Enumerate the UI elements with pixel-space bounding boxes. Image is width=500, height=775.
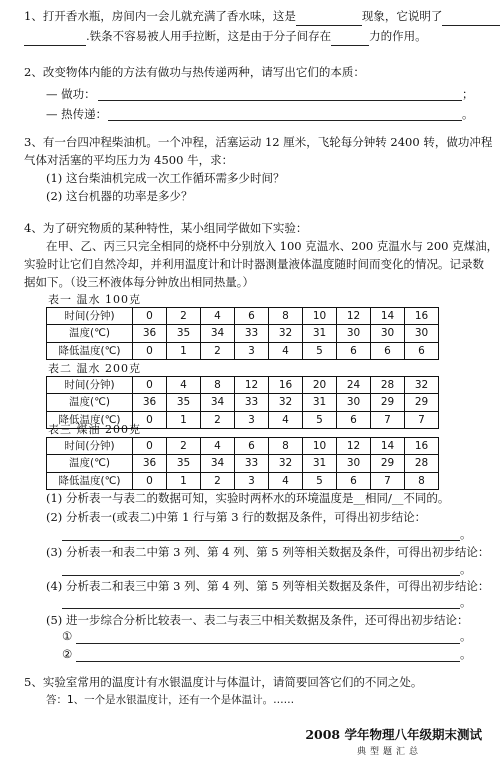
q4-analysis-4-period: 。 [460,595,472,609]
q1-text-d: 力的作用。 [369,29,427,43]
cell: 16 [269,377,303,394]
cell: 34 [201,455,235,472]
cell: 6 [337,472,371,489]
table3-caption: 表三 煤油 200克 [48,423,141,436]
cell: 2 [201,411,235,428]
q1-blank-4[interactable] [331,32,369,46]
cell: 30 [337,455,371,472]
cell: 10 [303,438,337,455]
cell: 12 [337,308,371,325]
cell: 7 [405,411,439,428]
cell: 6 [371,342,405,359]
q4-analysis-2-line[interactable] [62,540,460,541]
q4-analysis-5-circ2: ② [62,647,73,661]
cell: 33 [235,394,269,411]
table-row [47,438,439,455]
cell: 5 [303,472,337,489]
footer-subtitle: 典型题汇总 [356,747,422,757]
cell: 6 [235,308,269,325]
cell: 28 [371,377,405,394]
cell: 8 [269,308,303,325]
table1-caption: 表一 温水 100克 [48,293,141,306]
q2-end-period: 。 [462,107,474,121]
cell: 1 [167,342,201,359]
cell: 3 [235,472,269,489]
cell: 8 [405,472,439,489]
q4-analysis-5-period2: 。 [460,647,472,661]
table-row [47,308,439,325]
q1-blank-2[interactable] [442,12,500,26]
row-header: 温度(℃) [47,455,133,472]
table-row [47,394,439,411]
cell: 30 [337,325,371,342]
cell: 0 [133,342,167,359]
row-header: 温度(℃) [47,325,133,342]
q2-item-heat: — 热传递： [46,107,108,121]
cell: 4 [167,377,201,394]
cell: 2 [201,342,235,359]
table-row [47,377,439,394]
q2-stem: 2、改变物体内能的方法有做功与热传递两种，请写出它们的本质： [24,65,365,79]
q4-line1: 4、为了研究物质的某种特性，某小组同学做如下实验： [24,221,308,235]
q3-sub1: (1) 这台柴油机完成一次工作循环需多少时间？ [46,171,285,185]
cell: 36 [133,325,167,342]
cell: 4 [269,342,303,359]
table3 [46,437,439,490]
q3-line2: 气体对活塞的平均压力为 4500 牛，求： [24,153,234,167]
q4-line2: 在甲、乙、丙三只完全相同的烧杯中分别放入 100 克温水、200 克温水与 200 克煤油， [46,239,499,253]
q1-line1 [24,8,500,26]
q1-text-b: 现象，它说明了 [361,9,443,23]
cell: 14 [371,438,405,455]
table2-caption: 表二 温水 200克 [48,362,141,375]
cell: 1 [167,411,201,428]
cell: 8 [269,438,303,455]
cell: 36 [133,394,167,411]
cell: 3 [235,342,269,359]
cell: 20 [303,377,337,394]
q4-analysis-3: (3) 分析表一和表二中第 3 列、第 4 列、第 5 列等相关数据及条件，可得出初步结论： [46,545,490,559]
cell: 28 [405,455,439,472]
cell: 30 [337,394,371,411]
cell: 34 [201,325,235,342]
cell: 32 [269,455,303,472]
q4-analysis-5: (5) 进一步综合分析比较表一、表二与表三中相关数据及条件，还可得出初步结论： [46,613,469,627]
cell: 31 [303,455,337,472]
table-row [47,342,439,359]
cell: 10 [303,308,337,325]
cell: 4 [269,411,303,428]
cell: 24 [337,377,371,394]
q1-blank-3[interactable] [24,32,86,46]
cell: 16 [405,308,439,325]
cell: 3 [235,411,269,428]
cell: 0 [133,377,167,394]
cell: 5 [303,411,337,428]
q4-analysis-4-line[interactable] [62,608,460,609]
row-header: 温度(℃) [47,394,133,411]
cell: 8 [201,377,235,394]
cell: 6 [337,342,371,359]
q3-sub2: (2) 这台机器的功率是多少？ [46,189,193,203]
cell: 2 [201,472,235,489]
cell: 14 [371,308,405,325]
cell: 12 [337,438,371,455]
cell: 6 [405,342,439,359]
q4-analysis-1: (1) 分析表一与表二的数据可知，实验时两杯水的环境温度是__相同/__不同的。 [46,491,450,505]
cell: 4 [201,308,235,325]
q4-analysis-5-period1: 。 [460,629,472,643]
cell: 29 [405,394,439,411]
q1-text-a: 1、打开香水瓶，房间内一会儿就充满了香水味，这是 [24,9,296,23]
q4-analysis-5-circ1: ① [62,629,73,643]
cell: 29 [371,394,405,411]
q4-analysis-4: (4) 分析表二和表三中第 3 列、第 4 列、第 5 列等相关数据及条件，可得出初步结论： [46,579,490,593]
cell: 31 [303,394,337,411]
table-row [47,472,439,489]
cell: 32 [405,377,439,394]
cell: 7 [371,411,405,428]
cell: 32 [269,325,303,342]
footer-title: 2008 学年物理八年级期末测试 [305,727,482,742]
q5-answer: 答：1、一个是水银温度计，还有一个是体温计。…… [46,694,295,706]
q5-stem: 5、实验室常用的温度计有水银温度计与体温计，请简要回答它们的不同之处。 [24,675,423,689]
cell: 5 [303,342,337,359]
cell: 6 [337,411,371,428]
cell: 2 [167,438,201,455]
cell: 12 [235,377,269,394]
cell: 29 [371,455,405,472]
cell: 35 [167,455,201,472]
q3-line1: 3、有一台四冲程柴油机。一个冲程，活塞运动 12 厘米，飞轮每分钟转 2400 转，做功冲程 [24,135,493,149]
q1-line2 [24,28,427,46]
cell: 7 [371,472,405,489]
cell: 4 [269,472,303,489]
row-header: 降低温度(℃) [47,472,133,489]
cell: 2 [167,308,201,325]
cell: 6 [235,438,269,455]
cell: 1 [167,472,201,489]
row-header: 时间(分钟) [47,308,133,325]
q2-item-work: — 做功： [46,87,96,101]
cell: 0 [133,472,167,489]
cell: 16 [405,438,439,455]
q4-line3: 实验时让它们自然冷却，并利用温度计和计时器测量液体温度随时间而变化的情况。记录数 [24,257,484,271]
cell: 0 [133,438,167,455]
cell: 36 [133,455,167,472]
row-header: 降低温度(℃) [47,411,133,428]
q2-end-semicolon: ； [462,87,474,101]
row-header: 降低温度(℃) [47,342,133,359]
q4-analysis-5-line1[interactable] [76,643,460,644]
q1-blank-1[interactable] [296,12,362,26]
table1 [46,307,439,360]
q2-answer-line-2[interactable] [108,120,462,121]
q1-text-c: .铁条不容易被人用手拉断，这是由于分子间存在 [86,29,332,43]
cell: 33 [235,325,269,342]
cell: 33 [235,455,269,472]
cell: 34 [201,394,235,411]
cell: 0 [133,308,167,325]
cell: 30 [371,325,405,342]
cell: 35 [167,394,201,411]
q4-analysis-2: (2) 分析表一(或表二)中第 1 行与第 3 行的数据及条件，可得出初步结论： [46,510,427,524]
cell: 30 [405,325,439,342]
cell: 32 [269,394,303,411]
q4-analysis-5-line2[interactable] [76,661,460,662]
q4-line4: 据如下。（设三杯液体每分钟放出相同热量。） [24,275,254,289]
table-row [47,325,439,342]
cell: 0 [133,411,167,428]
row-header: 时间(分钟) [47,438,133,455]
table-row [47,455,439,472]
row-header: 时间(分钟) [47,377,133,394]
q4-analysis-2-period: 。 [460,527,472,541]
cell: 4 [201,438,235,455]
q4-analysis-3-period: 。 [460,562,472,576]
q2-answer-line-1[interactable] [98,100,462,101]
q4-analysis-3-line[interactable] [62,575,460,576]
cell: 31 [303,325,337,342]
cell: 35 [167,325,201,342]
